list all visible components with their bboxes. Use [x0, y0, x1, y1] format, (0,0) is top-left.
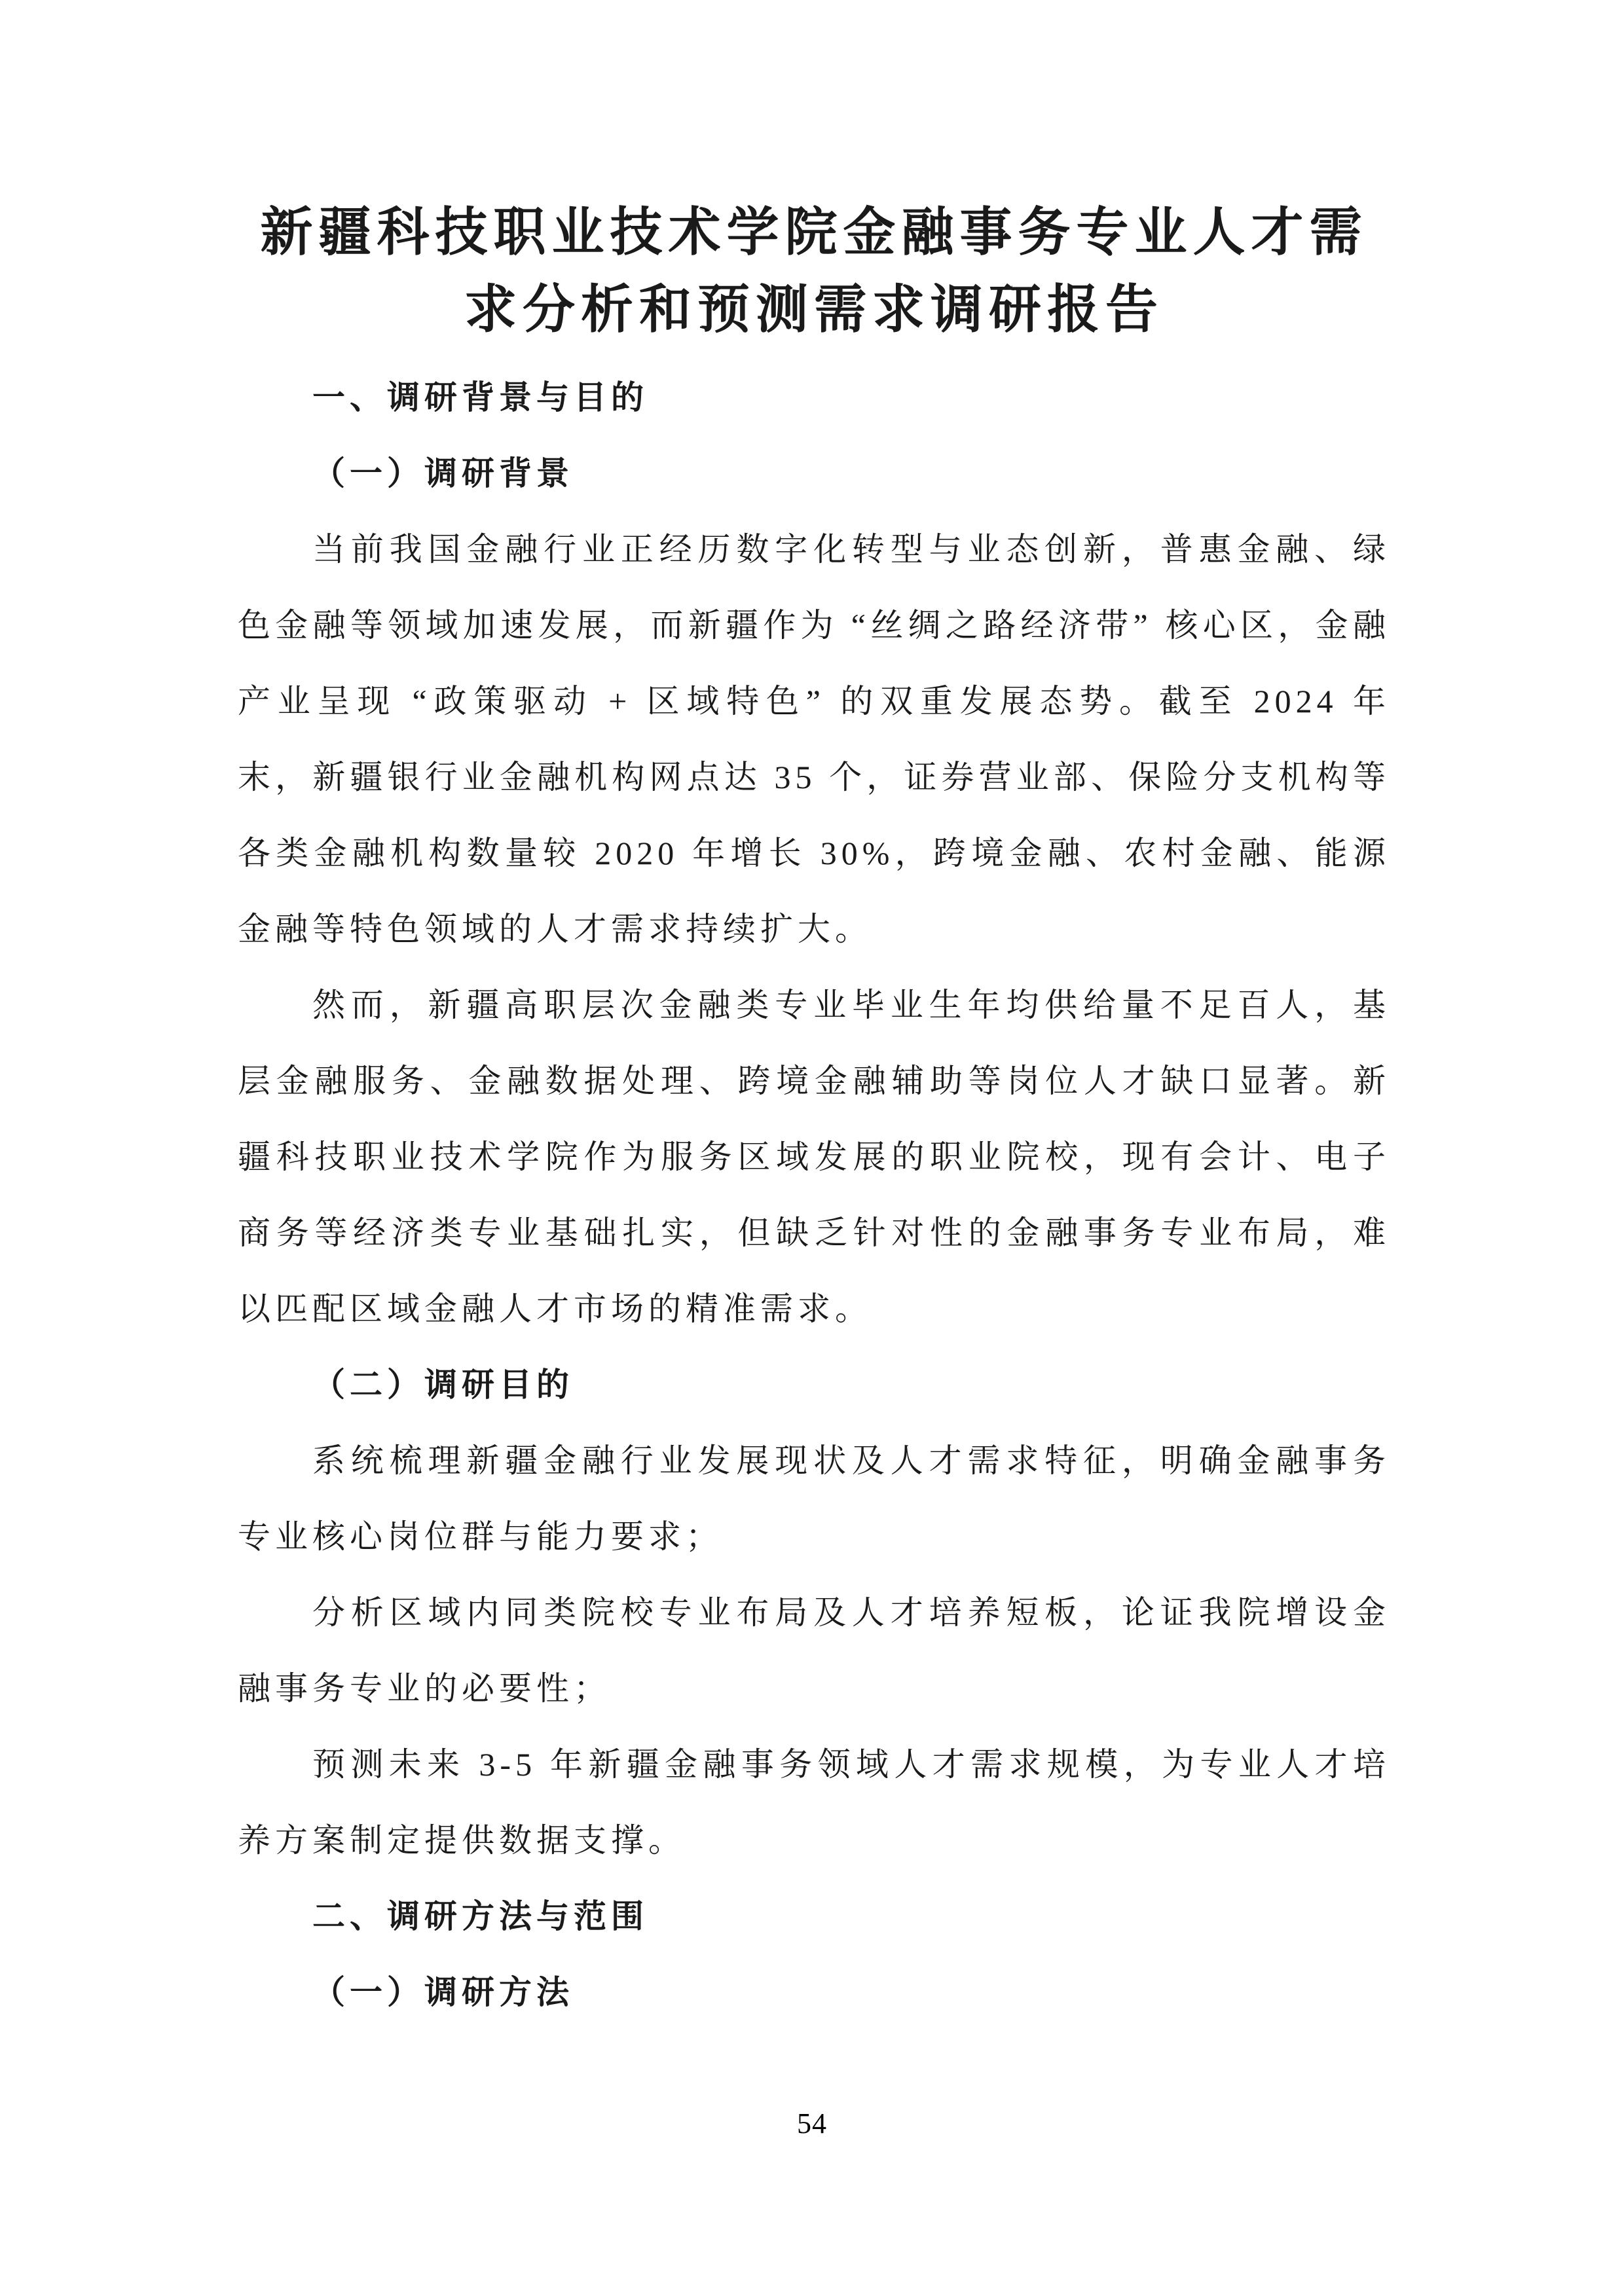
- subheading-survey-background: （一）调研背景: [312, 455, 574, 492]
- paragraph-purpose-1: 系统梳理新疆金融行业发展现状及人才需求特征，明确金融事务专业核心岗位群与能力要求；: [238, 1442, 1390, 1555]
- subheading-survey-purpose: （二）调研目的: [312, 1366, 574, 1403]
- document-content: [238, 194, 1390, 2030]
- heading-survey-background-and-purpose: 一、调研背景与目的: [312, 379, 648, 416]
- subheading-survey-methods: （一）调研方法: [312, 1974, 574, 2011]
- heading-survey-methods-and-scope: 二、调研方法与范围: [312, 1898, 648, 1935]
- paragraph-talent-gap: 然而，新疆高职层次金融类专业毕业生年均供给量不足百人，基层金融服务、金融数据处理、跨境金融辅助等岗位人才缺口显著。新疆科技职业技术学院作为服务区域发展的职业院校，现有会计、电子商务等经济类专业基础扎实，但缺乏针对性的金融事务专业布局，难以匹配区域金融人才市场的精准需求。: [238, 987, 1390, 1327]
- page-number: 54: [797, 2107, 827, 2140]
- paragraph-industry-overview: 当前我国金融行业正经历数字化转型与业态创新，普惠金融、绿色金融等领域加速发展，而新疆作为 “丝绸之路经济带” 核心区，金融产业呈现 “政策驱动 + 区域特色” 的双重发展态势。截至 2024 年末，新疆银行业金融机构网点达 35 个，证券营业部、保险分支机构等各类金融机构数量较 2020 年增长 30%，跨境金融、农村金融、能源金融等特色领域的人才需求持续扩大。: [238, 531, 1390, 947]
- title-line-2: 求分析和预测需求调研报告: [464, 282, 1164, 339]
- title-line-1: 新疆科技职业技术学院金融事务专业人才需: [260, 204, 1368, 262]
- document-body: [238, 359, 1390, 2030]
- paragraph-purpose-3: 预测未来 3-5 年新疆金融事务领域人才需求规模，为专业人才培养方案制定提供数据支撑。: [238, 1746, 1390, 1859]
- paragraph-purpose-2: 分析区域内同类院校专业布局及人才培养短板，论证我院增设金融事务专业的必要性；: [238, 1594, 1390, 1707]
- document-title: [238, 194, 1390, 349]
